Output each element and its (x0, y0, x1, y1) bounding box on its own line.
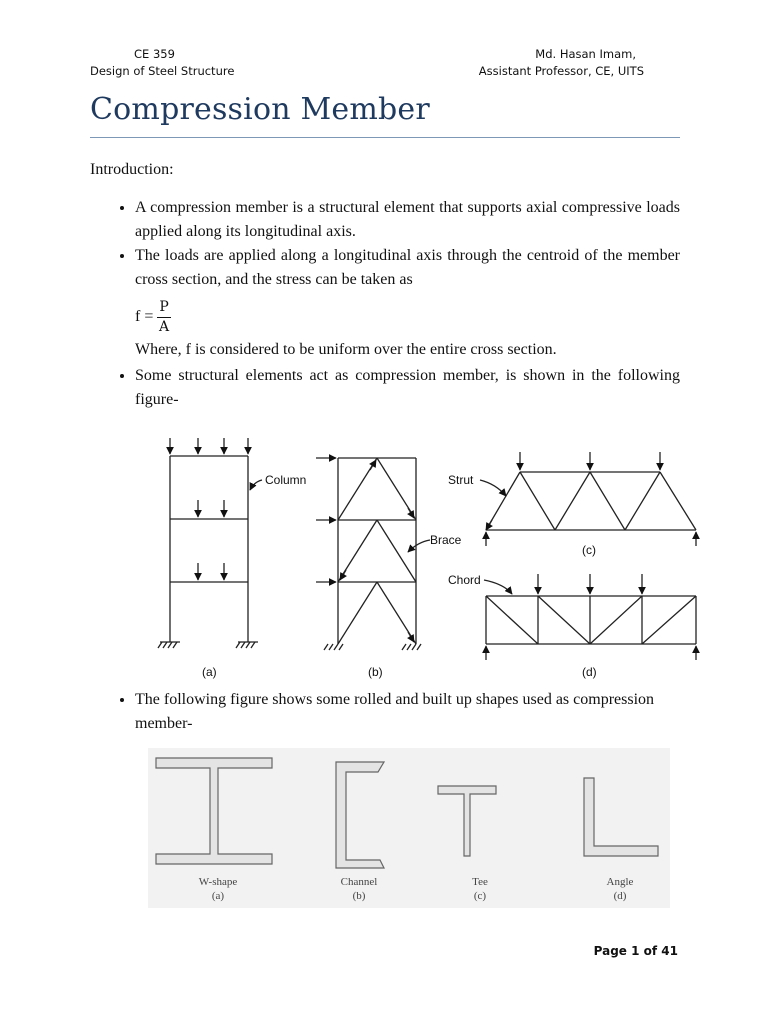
shape-name: Tee (472, 876, 488, 888)
bullet-text: The following figure shows some rolled and built up shapes used as compression member- (135, 691, 655, 732)
bullet-text: The loads are applied along a longitudinal axis through the centroid of the member cross section, and the stress can be taken as (135, 247, 680, 288)
shape-caption: (d) (613, 890, 627, 902)
frame-a (158, 438, 262, 648)
formula-numerator: P (157, 298, 170, 318)
course-title: Design of Steel Structure (90, 64, 235, 78)
shape-caption: (b) (352, 890, 366, 902)
shape-caption: (c) (473, 890, 487, 902)
truss-d (484, 574, 696, 660)
shapes-figure (148, 748, 670, 908)
formula-note: Where, f is considered to be uniform over the entire cross section. (135, 341, 557, 358)
label-brace: Brace (430, 533, 462, 547)
frame-b (316, 458, 430, 650)
bullet-item-stress (135, 244, 680, 362)
formula-lhs: f = (135, 308, 154, 325)
label-chord: Chord (448, 573, 481, 587)
page-title: Compression Member (90, 92, 430, 127)
header-right (479, 46, 644, 80)
intro-heading: Introduction: (90, 161, 174, 178)
caption-c: (c) (582, 543, 596, 557)
structural-elements-figure (140, 434, 720, 682)
formula-fraction (157, 298, 170, 337)
shape-name: W-shape (198, 876, 238, 888)
header-left (90, 46, 234, 80)
label-strut: Strut (448, 473, 474, 487)
truss-c (480, 452, 696, 546)
caption-a: (a) (202, 665, 217, 679)
bullet-item-shapes (135, 688, 680, 736)
author-title: Assistant Professor, CE, UITS (478, 64, 644, 78)
shape-caption: (a) (211, 890, 225, 902)
formula-denominator: A (159, 318, 170, 335)
page-number: Page 1 of 41 (593, 944, 678, 958)
bullet-list-2 (90, 688, 680, 736)
author-name: Md. Hasan Imam, (535, 47, 636, 61)
bullet-text: A compression member is a structural element that supports axial compressive loads applied along its longitudinal axis. (135, 199, 680, 240)
bullet-item-definition (135, 196, 680, 244)
bullet-text: Some structural elements act as compression member, is shown in the following figure- (135, 367, 680, 408)
bullet-item-figure-intro (135, 364, 680, 412)
stress-formula (135, 294, 680, 340)
course-code: CE 359 (134, 47, 175, 61)
label-column: Column (265, 473, 307, 487)
body-text-2 (90, 688, 680, 736)
shape-name: Channel (340, 876, 378, 888)
title-rule (90, 137, 680, 138)
caption-b: (b) (368, 665, 383, 679)
shape-name: Angle (606, 876, 634, 888)
body-text (90, 158, 680, 412)
bullet-list (90, 196, 680, 412)
caption-d: (d) (582, 665, 597, 679)
